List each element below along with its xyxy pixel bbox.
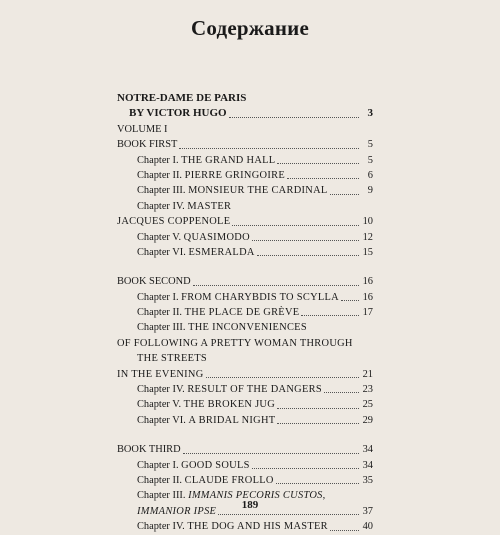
- toc-chapter-row: [117, 305, 373, 320]
- toc-chapter-row: [117, 199, 373, 214]
- dot-leader: [324, 392, 359, 393]
- chapter-label: Chapter II. THE PLACE DE GRÈVE: [137, 307, 300, 319]
- page-ref: 5: [367, 139, 373, 151]
- toc-chapter-row: [117, 519, 373, 534]
- page-ref: 40: [362, 521, 373, 533]
- page-ref: 12: [362, 231, 373, 243]
- toc-chapter-row: [117, 397, 373, 412]
- dot-leader: [287, 178, 359, 179]
- chapter-label: Chapter VI. ESMERALDA: [137, 246, 255, 258]
- book-title-line2: BY VICTOR HUGO: [129, 107, 227, 120]
- page-ref: 17: [362, 307, 373, 319]
- book-title-line1: NOTRE-DAME DE PARIS: [117, 91, 247, 104]
- page-ref: 16: [362, 276, 373, 288]
- chapter-label-cont: IMMANIOR IPSE: [137, 505, 217, 517]
- page-ref: 37: [362, 505, 373, 517]
- chapter-label-cont: OF FOLLOWING A PRETTY WOMAN THROUGH: [117, 337, 353, 349]
- chapter-label: Chapter I. FROM CHARYBDIS TO SCYLLA: [137, 291, 339, 303]
- toc-chapter-row: [117, 320, 373, 335]
- toc-chapter-row: [117, 473, 373, 488]
- toc-chapter-row: [117, 413, 373, 428]
- page-ref: 35: [362, 474, 373, 486]
- chapter-label: Chapter V. QUASIMODO: [137, 231, 250, 243]
- page-ref: 34: [362, 444, 373, 456]
- chapter-label: Chapter IV. MASTER: [137, 200, 232, 212]
- page-heading: Содержание: [191, 16, 309, 40]
- dot-leader: [301, 315, 359, 316]
- page-ref: 10: [362, 216, 373, 228]
- dot-leader: [206, 377, 359, 378]
- dot-leader: [232, 225, 359, 226]
- dot-leader: [218, 514, 359, 515]
- toc-section-row: [117, 274, 373, 289]
- dot-leader: [277, 408, 359, 409]
- page-ref: 5: [367, 154, 373, 166]
- page-ref: 3: [367, 107, 373, 120]
- toc-section-row: [117, 137, 373, 152]
- dot-leader: [183, 453, 359, 454]
- page-ref: 25: [362, 399, 373, 411]
- toc-chapter-continuation: [117, 367, 373, 382]
- chapter-label: Chapter V. THE BROKEN JUG: [137, 399, 276, 411]
- dot-leader: [252, 468, 359, 469]
- chapter-label: Chapter III. IMMANIS PECORIS CUSTOS,: [137, 490, 326, 502]
- page-ref: 34: [362, 459, 373, 471]
- chapter-label: Chapter IV. RESULT OF THE DANGERS: [137, 384, 322, 396]
- toc-chapter-row: [117, 458, 373, 473]
- chapter-label: Chapter I. GOOD SOULS: [137, 459, 250, 471]
- chapter-label: Chapter II. CLAUDE FROLLO: [137, 474, 274, 486]
- chapter-label: Chapter III. MONSIEUR THE CARDINAL: [137, 185, 328, 197]
- dot-leader: [330, 194, 359, 195]
- volume-label: VOLUME I: [117, 123, 168, 135]
- chapter-label: Chapter III. THE INCONVENIENCES: [137, 322, 307, 334]
- toc-volume: [117, 122, 373, 137]
- toc-title-line2: [117, 106, 373, 121]
- toc-section-row: [117, 442, 373, 457]
- toc-chapter-row: [117, 290, 373, 305]
- page-ref: 15: [362, 246, 373, 258]
- page-ref: 21: [362, 368, 373, 380]
- chapter-label: Chapter IV. THE DOG AND HIS MASTER: [137, 521, 328, 533]
- toc-chapter-continuation: [117, 336, 373, 351]
- dot-leader: [257, 255, 359, 256]
- chapter-label-cont: IN THE EVENING: [117, 368, 204, 380]
- chapter-label: Chapter II. PIERRE GRINGOIRE: [137, 169, 285, 181]
- chapter-label-cont: THE STREETS: [137, 353, 207, 365]
- chapter-label: Chapter I. THE GRAND HALL: [137, 154, 276, 166]
- section-gap: [117, 428, 373, 442]
- page-ref: 16: [362, 291, 373, 303]
- page-ref: 23: [362, 384, 373, 396]
- dot-leader: [341, 300, 359, 301]
- section-gap: [117, 260, 373, 274]
- chapter-label: Chapter VI. A BRIDAL NIGHT: [137, 414, 276, 426]
- chapter-label-cont: JACQUES COPPENOLE: [117, 216, 231, 228]
- toc-chapter-continuation: [117, 214, 373, 229]
- toc-chapter-row: [117, 382, 373, 397]
- dot-leader: [330, 530, 359, 531]
- toc-chapter-row: [117, 183, 373, 198]
- dot-leader: [193, 285, 359, 286]
- dot-leader: [179, 148, 359, 149]
- toc-chapter-row: [117, 230, 373, 245]
- page-number: 189: [241, 499, 259, 511]
- page-ref: 9: [367, 185, 373, 197]
- page-ref: 6: [367, 169, 373, 181]
- toc-chapter-row: [117, 245, 373, 260]
- dot-leader: [277, 423, 359, 424]
- toc-chapter-continuation: [117, 351, 373, 366]
- toc-title-line1: [117, 91, 373, 106]
- dot-leader: [276, 483, 359, 484]
- table-of-contents: [117, 91, 373, 535]
- dot-leader: [229, 117, 359, 118]
- toc-chapter-row: [117, 153, 373, 168]
- toc-chapter-row: [117, 168, 373, 183]
- dot-leader: [277, 163, 359, 164]
- section-label: BOOK SECOND: [117, 276, 191, 288]
- dot-leader: [252, 240, 359, 241]
- section-label: BOOK THIRD: [117, 444, 181, 456]
- section-label: BOOK FIRST: [117, 139, 178, 151]
- page-ref: 29: [362, 414, 373, 426]
